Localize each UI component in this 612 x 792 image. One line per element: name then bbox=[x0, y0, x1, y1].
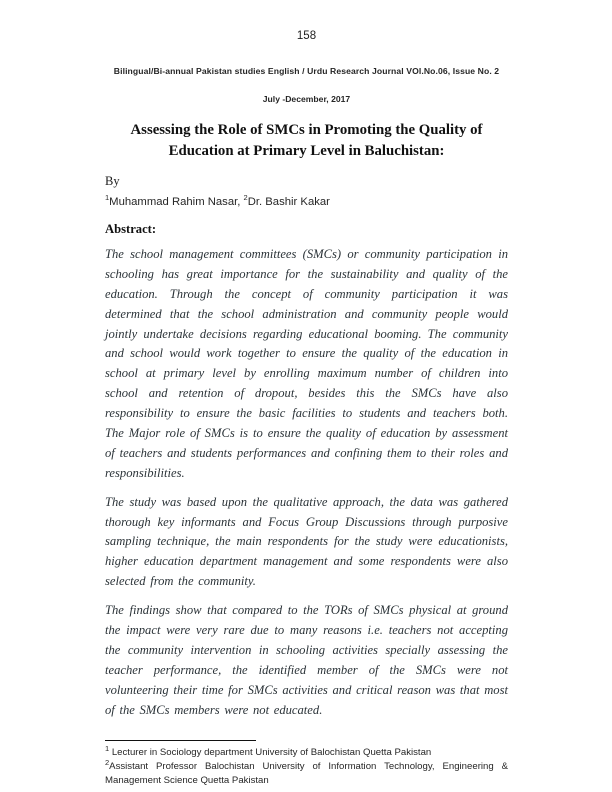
author-1-name: Muhammad Rahim Nasar, bbox=[109, 196, 244, 208]
abstract-paragraph-1: The school management committees (SMCs) or community participation in schooling has great importance for the sustainability and quality of the education. Through the concept of community participation it was determined that the school administration and community people would jointly undertake decisions regarding educational booming. The community and school would work together to ensure the quality of the education in school at primary level by enrolling maximum number of children into school and retention of dropout, besides this the SMCs have also responsibility to ensure the basic facilities to students and teachers both. The Major role of SMCs is to ensure the quality of education by assessment of teachers and students performances and confining them to their roles and responsibilities. bbox=[105, 247, 508, 480]
journal-header: Bilingual/Bi-annual Pakistan studies English / Urdu Research Journal VOl.No.06, Issue No. 2 bbox=[113, 66, 500, 76]
footnote-1-text: Lecturer in Sociology department University of Balochistan Quetta Pakistan bbox=[109, 747, 432, 759]
abstract-paragraph-2: The study was based upon the qualitative approach, the data was gathered thorough key informants and Focus Group Discussions through purposive sampling technique, the main respondents for the study were educationists, higher education department management and some respondents were also selected from the community. bbox=[105, 494, 508, 589]
footnote-1-superscript: 1 bbox=[105, 744, 110, 754]
author-2-superscript: 2 bbox=[243, 193, 248, 203]
author-2-name: Dr. Bashir Kakar bbox=[247, 196, 330, 208]
page-number: 158 bbox=[296, 30, 317, 42]
authors-line bbox=[105, 193, 508, 208]
footnote-2 bbox=[105, 760, 508, 788]
footnote-separator bbox=[105, 740, 256, 741]
issue-date: July -December, 2017 bbox=[262, 94, 351, 104]
paper-title: Assessing the Role of SMCs in Promoting the Quality of Education at Primary Level in Baluchistan: bbox=[130, 122, 483, 159]
abstract-paragraph-3: The findings show that compared to the TORs of SMCs physical at ground the impact were very rare due to many reasons i.e. teachers not accepting the community intervention in schooling activities specially assessing the teacher performance, the identified member of the SMCs were not volunteering their time for SMCs activities and critical reason was that most of the SMCs members were not educated. bbox=[105, 603, 508, 717]
author-1-superscript: 1 bbox=[105, 193, 110, 203]
footnote-2-text: Assistant Professor Balochistan University of Information Technology, Engineering & Management Science Quetta Pakistan bbox=[105, 761, 508, 787]
footnote-2-superscript: 2 bbox=[105, 758, 110, 768]
abstract-heading: Abstract: bbox=[105, 222, 157, 236]
footnote-1 bbox=[105, 746, 508, 760]
byline: By bbox=[105, 174, 120, 188]
